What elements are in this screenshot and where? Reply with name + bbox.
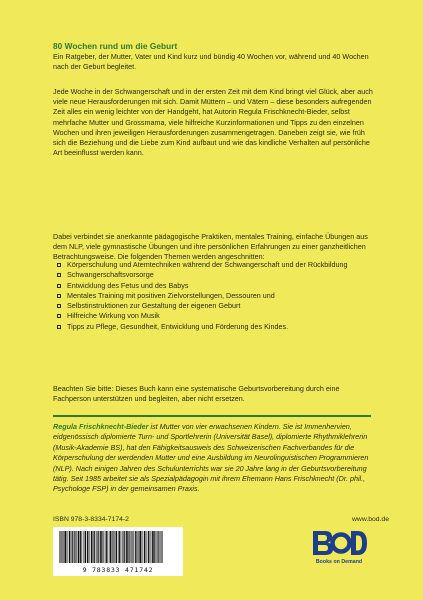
barcode-bar [107,531,108,563]
barcode-bar [105,531,106,563]
barcode-bar [160,531,161,563]
section-divider [53,415,371,417]
isbn-label: ISBN 978-3-8334-7174-2 [53,516,129,523]
list-item: Körperschulung und Atemtechniken während der Schwangerschaft und der Rückbildung [57,260,372,270]
barcode-bar [114,531,115,563]
square-bullet-icon [57,294,61,298]
barcode-bar [61,531,62,563]
barcode-bar [152,531,154,563]
disclaimer-text: Beachten Sie bitte: Dieses Buch kann eine systematische Geburtsvorbereitung durch eine Fachperson unterstützen und begleiten, aber nicht ersetzen. [53,384,340,404]
barcode-bar [103,531,104,563]
barcode-bar [113,531,114,563]
barcode-bar [122,531,123,563]
barcode-bar [124,531,125,563]
barcode-bar [128,531,129,563]
description-text: Jede Woche in der Schwangerschaft und in der ersten Zeit mit dem Kind bringt viel Glück, aber auch viele neue Herausforderungen mit sich. Damit Müttern – und Vätern – diese besonders aufregenden Zeit alles ein wenig leichter von der Handgeht, hat Autorin Regula Frischknecht-Bieder, selbst mehrfache Mutter und Grossmama, viele hilfreiche Kurzinformationen und Tipps zu den einzelnen Wochen und ihren jeweiligen Herausforderungen zusammengetragen. Daneben zeigt sie, wie früh sich die Beziehung und die Liebe zum Kind aufbaut und wie das kindliche Verhalten auf persönliche Art beeinflusst werden kann. [53,87,373,158]
barcode-bar [71,531,72,563]
barcode-bar [68,531,69,563]
barcode-bar [162,531,163,563]
barcode-bar [136,531,137,563]
barcode-bar [74,531,75,563]
barcode-bar [59,531,60,563]
barcode-bar [150,531,151,563]
barcode-bar [91,531,93,563]
list-item: Entwicklung des Fetus und des Babys [57,281,372,291]
barcode-bar [157,531,158,563]
barcode-bar [93,531,94,563]
barcode-bar [119,531,120,563]
barcode-bar [138,531,139,563]
barcode-bar [85,531,86,563]
barcode-bar [112,531,113,563]
barcode-bar [126,531,128,563]
author-name: Regula Frischknecht-Bieder [53,422,149,431]
barcode-bar [118,531,119,563]
barcode-bar [158,531,159,563]
barcode-bar [146,531,147,563]
barcode-bar [78,531,80,563]
barcode-bar [100,531,102,563]
barcode-bar [96,531,97,563]
barcode-bar [64,531,66,563]
square-bullet-icon [57,273,61,277]
barcode-bar [72,531,73,563]
square-bullet-icon [57,314,61,318]
barcode-bar [98,531,99,563]
barcode-bar [110,531,111,563]
barcode-bar [151,531,152,563]
barcode-bar [106,531,107,563]
barcode-bar [109,531,110,563]
intro-text: Ein Ratgeber, der Mutter, Vater und Kind kurz und bündig 40 Wochen vor, während und 40 Wochen nach der Geburt begleitet. [53,52,369,71]
list-item: Tipps zu Pflege, Gesundheit, Entwicklung und Förderung des Kindes. [57,322,372,332]
barcode-bar [75,531,76,563]
list-item: Hilfreiche Wirkung von Musik [57,311,372,321]
barcode-bar [139,531,141,563]
book-subtitle: 80 Wochen rund um die Geburt [53,41,178,51]
barcode-bar [84,531,85,563]
barcode-bar [81,531,82,563]
barcode-bar [147,531,148,563]
barcode [53,527,183,576]
topics-list [57,260,372,332]
barcode-bar [69,531,70,563]
barcode-bar [67,531,68,563]
bod-logo-icon [307,528,371,558]
barcode-bar [116,531,118,563]
barcode-bar [76,531,77,563]
author-bio-text: ist Mutter von vier erwachsenen Kindern. Sie ist Immenhervien, eidgenössisch diplomierte Turn- und Sportlehrerin (Universität Basel), diplomierte Rhythmiklehrerin (Musik-Akademie BS), hat den Fähigkeitsausweis des Schweizerischen Fachverbandes für die Körperschulung der werdenden Mutter und eine Ausbildung im Neurolinguistischen Programmieren (NLP). Nach einigen Jahren des Schulunterrichts war sie 20 Jahre lang in der Geburtsvorbereitung tätig. Seit 1985 arbeitet sie als Spezialpädagogin mit ihrem Ehemann Hans Frischknecht (Dr. phil., Psychologe FSP) in der gemeinsamen Praxis. [53,422,369,494]
author-bio [53,422,375,495]
square-bullet-icon [57,304,61,308]
barcode-bar [135,531,136,563]
barcode-bar [94,531,95,563]
barcode-bar [133,531,134,563]
barcode-bar [132,531,133,563]
barcode-bar [131,531,132,563]
barcode-bar [63,531,64,563]
barcode-bar [102,531,103,563]
list-item: Selbstinstruktionen zur Gestaltung der eigenen Geburt [57,301,372,311]
barcode-bar [156,531,157,563]
barcode-bar [148,531,149,563]
barcode-bar [143,531,144,563]
barcode-icon [53,527,183,567]
list-item: Schwangerschaftsvorsorge [57,270,372,280]
barcode-bar [60,531,61,563]
bod-logo [307,528,371,568]
bod-tagline: Books on Demand [315,559,363,565]
barcode-bar [144,531,145,563]
barcode-bar [161,531,162,563]
barcode-bar [80,531,81,563]
square-bullet-icon [57,263,61,267]
barcode-bar [97,531,98,563]
barcode-bar [142,531,143,563]
barcode-bar [87,531,88,563]
list-item: Mentales Training mit positiven Zielvorstellungen, Dessouren und [57,291,372,301]
description-text-2: Dabei verbindet sie anerkannte pädagogische Praktiken, mentales Training, einfache Übungen aus dem NLP, viele gymnastische Übungen und ihre persönlichen Erfahrungen zu einer ganzheitlichen Betrachtungsweise. Die folgenden Themen werden angeschnitten: [53,232,368,262]
barcode-bar [90,531,91,563]
barcode-bar [129,531,130,563]
square-bullet-icon [57,325,61,329]
square-bullet-icon [57,284,61,288]
barcode-bar [121,531,122,563]
barcode-bar [123,531,124,563]
barcode-number: 9 783833 471742 [82,566,154,574]
barcode-bar [154,531,155,563]
publisher-url: www.bod.de [352,516,390,523]
barcode-bar [89,531,90,563]
barcode-bar [83,531,84,563]
